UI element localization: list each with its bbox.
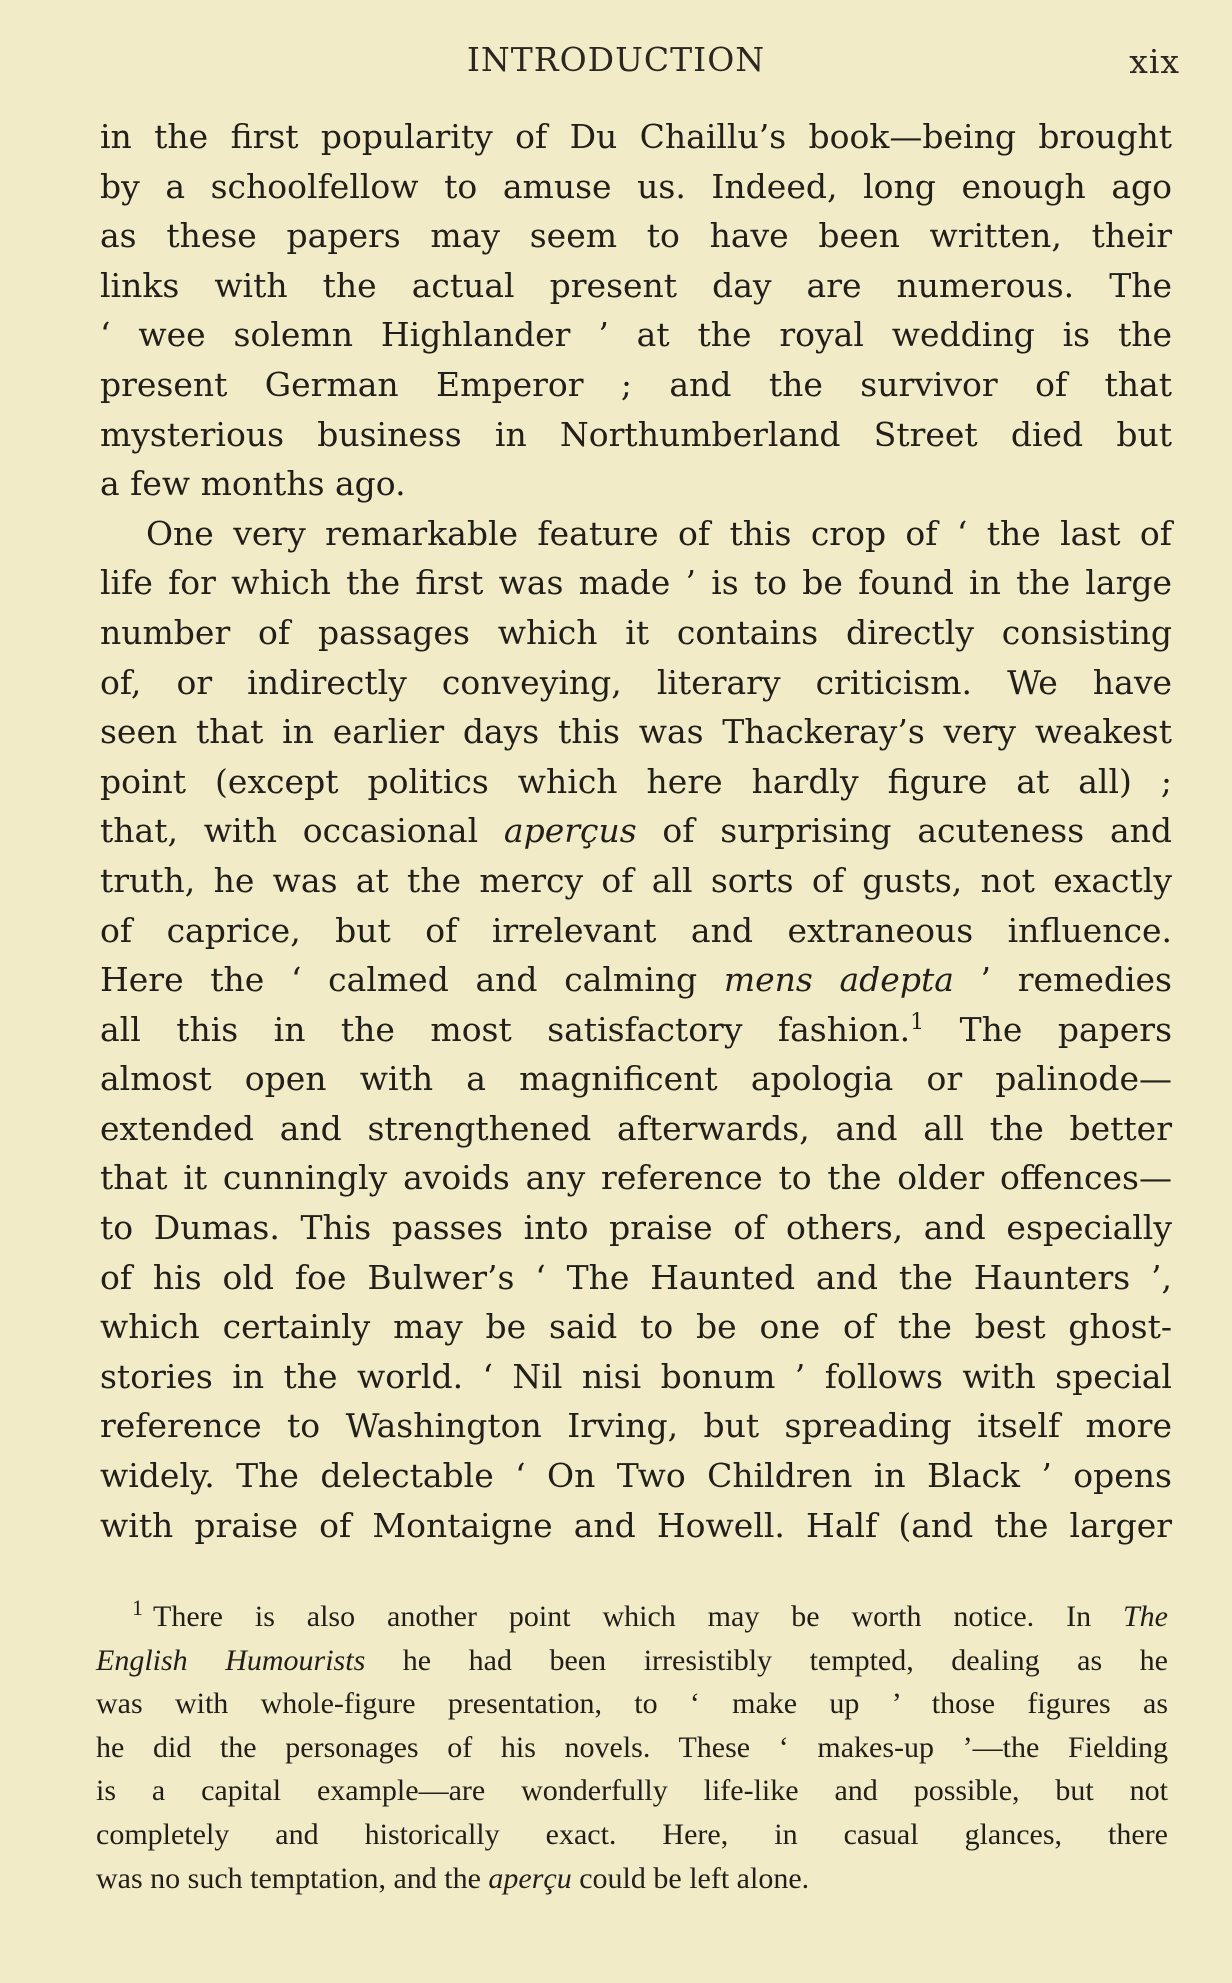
text-line: reference to Washington Irving, but spreading itself more [100, 1406, 1172, 1446]
text-line: number of passages which it contains directly consisting [100, 612, 1172, 652]
text-line: almost open with a magnificent apologia or palinode— [100, 1059, 1172, 1099]
text-line [100, 806, 1172, 856]
text-line [100, 955, 1172, 1005]
main-text [100, 112, 1172, 1550]
text-line: to Dumas. This passes into praise of others, and especially [100, 1208, 1172, 1248]
text-segment: all this in the most satisfactory fashion. [100, 1009, 911, 1049]
text-line: a few months ago. [100, 464, 406, 504]
text-line: point (except politics which here hardly figure at all) ; [100, 761, 1172, 801]
footnote-line: is a capital example—are wonderfully life-like and possible, but not [96, 1774, 1168, 1808]
text-segment: Here the ‘ calmed and calming [100, 960, 724, 1000]
text-line: of his old foe Bulwer’s ‘ The Haunted and the Haunters ’, [100, 1257, 1172, 1297]
footnote-marker: 1 [132, 1595, 143, 1620]
text-segment: of surprising acuteness and [636, 811, 1172, 851]
text-segment: ’ remedies [953, 960, 1172, 1000]
footnote-line: completely and historically exact. Here, in casual glances, there [96, 1817, 1168, 1851]
footnote-line [96, 1639, 1168, 1683]
text-line: with praise of Montaigne and Howell. Half (and the larger [100, 1505, 1172, 1545]
text-segment: The papers [924, 1009, 1173, 1049]
italic-phrase: mens adepta [723, 960, 954, 1000]
text-line: that it cunningly avoids any reference to the older offences— [100, 1158, 1172, 1198]
text-line: of caprice, but of irrelevant and extraneous influence. [100, 910, 1172, 950]
text-line: of, or indirectly conveying, literary criticism. We have [100, 662, 1172, 702]
text-line: as these papers may seem to have been written, their [100, 216, 1172, 256]
text-line: ‘ wee solemn Highlander ’ at the royal wedding is the [100, 315, 1172, 355]
text-line: truth, he was at the mercy of all sorts of gusts, not exactly [100, 860, 1172, 900]
text-line: in the first popularity of Du Chaillu’s book—being brought [100, 117, 1172, 156]
text-line: life for which the first was made ’ is to be found in the large [100, 563, 1172, 603]
text-segment: he had been irresistibly tempted, dealing as he [365, 1643, 1168, 1677]
footnote-line [96, 1857, 1168, 1901]
text-line: links with the actual present day are numerous. The [100, 265, 1172, 305]
italic-phrase: The [1123, 1600, 1168, 1633]
footnote-reference: 1 [910, 1009, 925, 1035]
running-title: INTRODUCTION [466, 40, 766, 79]
text-line: which certainly may be said to be one of the best ghost- [100, 1307, 1172, 1347]
italic-phrase: aperçus [503, 811, 637, 851]
footnote-line [96, 1595, 1168, 1639]
text-line: mysterious business in Northumberland Street died but [100, 414, 1172, 454]
footnote-line: he did the personages of his novels. These ‘ makes-up ’—the Fielding [96, 1730, 1168, 1764]
footnote-line: was with whole-figure presentation, to ‘ make up ’ those figures as [96, 1687, 1168, 1721]
text-line: by a schoolfellow to amuse us. Indeed, long enough ago [100, 166, 1172, 206]
text-segment: that, with occasional [100, 811, 504, 851]
text-line: One very remarkable feature of this crop of ‘ the last of [146, 513, 1172, 553]
running-header [0, 40, 1232, 90]
text-line [100, 1005, 1172, 1055]
text-line: seen that in earlier days this was Thackeray’s very weakest [100, 712, 1172, 752]
text-segment: There is also another point which may be worth notice. In [153, 1600, 1123, 1633]
page-number: xix [1129, 42, 1180, 81]
text-segment: was no such temptation, and the [96, 1861, 489, 1895]
text-line: stories in the world. ‘ Nil nisi bonum ’ follows with special [100, 1356, 1172, 1396]
italic-phrase: English Humourists [96, 1643, 366, 1677]
footnote [96, 1595, 1168, 1900]
italic-phrase: aperçu [488, 1861, 572, 1895]
text-line: widely. The delectable ‘ On Two Children in Black ’ opens [100, 1456, 1172, 1496]
text-line: extended and strengthened afterwards, and all the better [100, 1108, 1172, 1148]
text-segment: could be left alone. [571, 1861, 810, 1895]
text-line: present German Emperor ; and the survivor of that [100, 364, 1172, 404]
